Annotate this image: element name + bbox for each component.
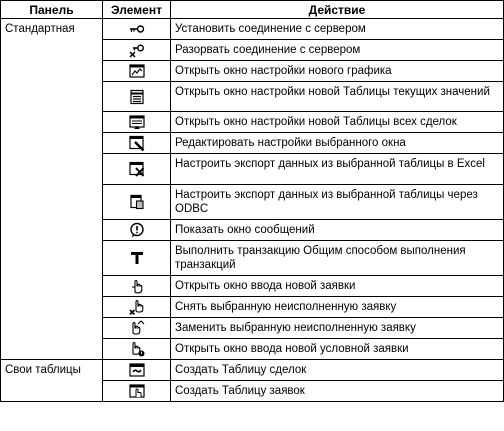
element-icon-cell: [103, 318, 171, 339]
action-description: Создать Таблицу заявок: [171, 381, 504, 402]
element-icon-cell: [103, 154, 171, 185]
action-description: Открыть окно настройки новой Таблицы текущих значений: [171, 82, 504, 112]
orders-table-icon: [128, 382, 146, 400]
conditional-order-hand-icon: [128, 340, 146, 358]
action-description: Открыть окно ввода новой условной заявки: [171, 339, 504, 360]
action-description: Заменить выбранную неисполненную заявку: [171, 318, 504, 339]
all-deals-table-icon: [128, 113, 146, 131]
element-icon-cell: [103, 276, 171, 297]
current-values-table-icon: [128, 88, 146, 106]
action-description: Снять выбранную неисполненную заявку: [171, 297, 504, 318]
panel-name-cell: Стандартная: [1, 19, 103, 360]
element-icon-cell: [103, 381, 171, 402]
table-row: [1, 19, 504, 40]
element-icon-cell: [103, 360, 171, 381]
action-description: Создать Таблицу сделок: [171, 360, 504, 381]
excel-export-icon: [128, 160, 146, 178]
header-panel: Панель: [1, 1, 103, 19]
action-description: Открыть окно настройки нового графика: [171, 61, 504, 82]
action-description: Настроить экспорт данных из выбранной таблицы в Excel: [171, 154, 504, 185]
header-element: Элемент: [103, 1, 171, 19]
table-row: [1, 360, 504, 381]
action-description: Настроить экспорт данных из выбранной таблицы через ODBC: [171, 185, 504, 220]
action-description: Открыть окно настройки новой Таблицы всех сделок: [171, 112, 504, 133]
odbc-export-icon: [128, 193, 146, 211]
element-icon-cell: [103, 19, 171, 40]
action-description: Открыть окно ввода новой заявки: [171, 276, 504, 297]
action-description: Редактировать настройки выбранного окна: [171, 133, 504, 154]
header-action: Действие: [171, 1, 504, 19]
replace-order-hand-icon: [128, 319, 146, 337]
element-icon-cell: [103, 339, 171, 360]
header-row: [1, 1, 504, 19]
transaction-t-icon: [128, 249, 146, 267]
action-description: Установить соединение с сервером: [171, 19, 504, 40]
element-icon-cell: [103, 220, 171, 241]
element-icon-cell: [103, 185, 171, 220]
element-icon-cell: [103, 40, 171, 61]
cancel-order-hand-icon: [128, 298, 146, 316]
action-description: Показать окно сообщений: [171, 220, 504, 241]
edit-window-icon: [128, 134, 146, 152]
action-description: Разорвать соединение с сервером: [171, 40, 504, 61]
disconnect-key-icon: [128, 41, 146, 59]
messages-icon: [128, 221, 146, 239]
deals-table-icon: [128, 361, 146, 379]
element-icon-cell: [103, 241, 171, 276]
element-icon-cell: [103, 82, 171, 112]
element-icon-cell: [103, 112, 171, 133]
element-icon-cell: [103, 133, 171, 154]
panel-name-cell: Свои таблицы: [1, 360, 103, 402]
element-icon-cell: [103, 61, 171, 82]
chart-window-icon: [128, 62, 146, 80]
new-order-hand-icon: [128, 277, 146, 295]
element-icon-cell: [103, 297, 171, 318]
action-description: Выполнить транзакцию Общим способом выполнения транзакций: [171, 241, 504, 276]
connect-key-icon: [128, 20, 146, 38]
